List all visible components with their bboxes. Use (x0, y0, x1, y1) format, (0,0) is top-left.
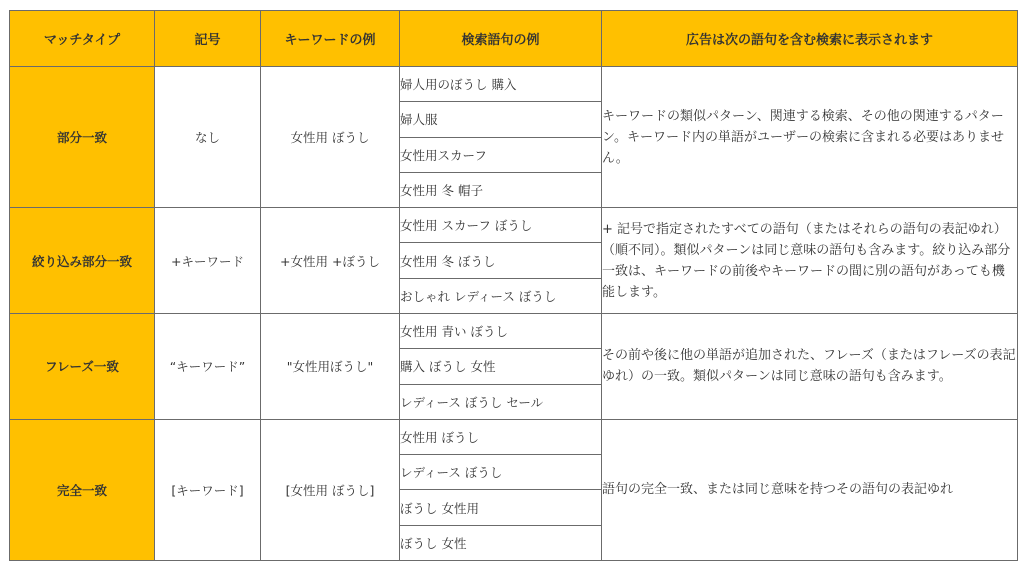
keyword-example-cell: "女性用ぼうし" (261, 313, 400, 419)
header-match-type: マッチタイプ (10, 11, 155, 67)
table-row (10, 67, 1018, 102)
table-row (10, 419, 1018, 454)
description-cell: 語句の完全一致、または同じ意味を持つその語句の表記ゆれ (602, 419, 1018, 560)
search-term-cell: 婦人服 (400, 102, 602, 137)
table-row (10, 208, 1018, 243)
search-term-cell: ぼうし 女性 (400, 525, 602, 560)
symbol-cell: なし (155, 67, 261, 208)
search-term-cell: 女性用 スカーフ ぼうし (400, 208, 602, 243)
header-search-term-example: 検索語句の例 (400, 11, 602, 67)
header-symbol: 記号 (155, 11, 261, 67)
search-term-cell: 女性用 冬 ぼうし (400, 243, 602, 278)
symbol-cell: “キーワード” (155, 313, 261, 419)
match-type-cell: 絞り込み部分一致 (10, 208, 155, 314)
match-type-cell: 完全一致 (10, 419, 155, 560)
table-row (10, 313, 1018, 348)
header-row (10, 11, 1018, 67)
keyword-example-cell: +女性用 +ぼうし (261, 208, 400, 314)
keyword-example-cell: 女性用 ぼうし (261, 67, 400, 208)
search-term-cell: 女性用 青い ぼうし (400, 313, 602, 348)
search-term-cell: 女性用 冬 帽子 (400, 172, 602, 207)
description-cell: + 記号で指定されたすべての語句（またはそれらの語句の表記ゆれ）（順不同）。類似パターンは同じ意味の語句も含みます。絞り込み部分一致は、キーワードの前後やキーワードの間に別の語句があっても機能します。 (602, 208, 1018, 314)
description-cell: その前や後に他の単語が追加された、フレーズ（またはフレーズの表記ゆれ）の一致。類似パターンは同じ意味の語句も含みます。 (602, 313, 1018, 419)
header-keyword-example: キーワードの例 (261, 11, 400, 67)
search-term-cell: レディース ぼうし (400, 455, 602, 490)
search-term-cell: おしゃれ レディース ぼうし (400, 278, 602, 313)
search-term-cell: 購入 ぼうし 女性 (400, 349, 602, 384)
description-cell: キーワードの類似パターン、関連する検索、その他の関連するパターン。キーワード内の単語がユーザーの検索に含まれる必要はありません。 (602, 67, 1018, 208)
search-term-cell: 女性用スカーフ (400, 137, 602, 172)
search-term-cell: 婦人用のぼうし 購入 (400, 67, 602, 102)
symbol-cell: +キーワード (155, 208, 261, 314)
search-term-cell: 女性用 ぼうし (400, 419, 602, 454)
match-type-table (9, 10, 1018, 561)
match-type-cell: フレーズ一致 (10, 313, 155, 419)
header-ad-display: 広告は次の語句を含む検索に表示されます (602, 11, 1018, 67)
symbol-cell: [キーワード] (155, 419, 261, 560)
search-term-cell: ぼうし 女性用 (400, 490, 602, 525)
match-type-cell: 部分一致 (10, 67, 155, 208)
search-term-cell: レディース ぼうし セール (400, 384, 602, 419)
keyword-example-cell: [女性用 ぼうし] (261, 419, 400, 560)
